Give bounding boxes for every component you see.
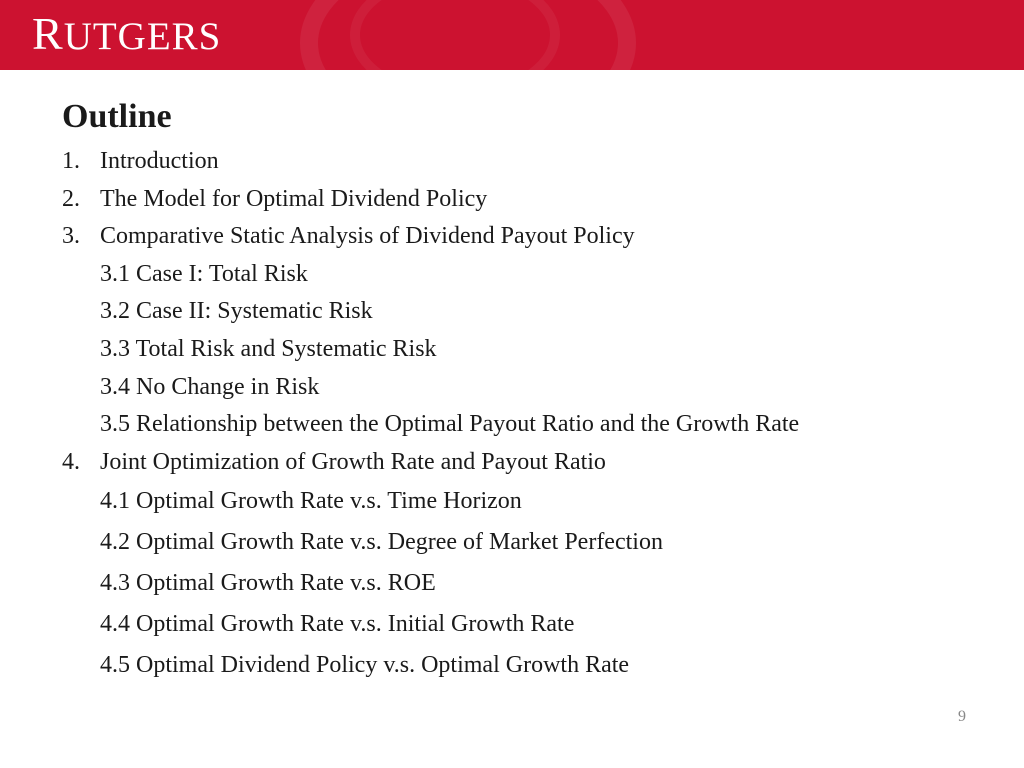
subitem-text: 3.5 Relationship between the Optimal Payout Ratio and the Growth Rate — [100, 411, 800, 438]
subitem-text: 3.2 Case II: Systematic Risk — [100, 298, 373, 325]
item-number: 4. — [62, 448, 80, 475]
item-text: Comparative Static Analysis of Dividend Payout Policy — [100, 223, 635, 250]
header-banner — [0, 0, 1024, 70]
subitem-text: 4.5 Optimal Dividend Policy v.s. Optimal Growth Rate — [100, 652, 630, 679]
outline-item — [62, 143, 982, 181]
subitem-text: 4.3 Optimal Growth Rate v.s. ROE — [100, 570, 436, 597]
subitem-text: 4.1 Optimal Growth Rate v.s. Time Horizon — [100, 488, 522, 515]
outline-subitem — [62, 331, 982, 369]
seal-watermark-inner — [350, 0, 560, 70]
item-number: 3. — [62, 223, 80, 250]
outline-subitem — [62, 406, 982, 444]
item-number: 1. — [62, 148, 80, 174]
outline-subitem — [62, 645, 982, 686]
outline-subitem — [62, 481, 982, 522]
subitem-text: 3.1 Case I: Total Risk — [100, 260, 308, 287]
item-text: Joint Optimization of Growth Rate and Payout Ratio — [100, 448, 606, 475]
subitem-text: 3.4 No Change in Risk — [100, 373, 320, 400]
subitem-text: 4.2 Optimal Growth Rate v.s. Degree of Market Perfection — [100, 529, 663, 556]
item-text: The Model for Optimal Dividend Policy — [100, 185, 488, 212]
outline-item — [62, 218, 982, 256]
page-number: 9 — [958, 708, 966, 725]
outline-subitem — [62, 369, 982, 407]
outline-list — [62, 143, 982, 686]
outline-subitem — [62, 522, 982, 563]
item-text: Introduction — [100, 148, 219, 174]
item-number: 2. — [62, 185, 80, 212]
slide-title: Outline — [62, 98, 172, 135]
outline-subitem — [62, 604, 982, 645]
outline-subitem — [62, 293, 982, 331]
outline-item — [62, 444, 982, 482]
subitem-text: 4.4 Optimal Growth Rate v.s. Initial Growth Rate — [100, 611, 575, 638]
outline-subitem — [62, 563, 982, 604]
rutgers-logo: RUTGERS — [32, 8, 222, 59]
outline-item — [62, 181, 982, 219]
subitem-text: 3.3 Total Risk and Systematic Risk — [100, 335, 437, 362]
outline-subitem — [62, 256, 982, 294]
